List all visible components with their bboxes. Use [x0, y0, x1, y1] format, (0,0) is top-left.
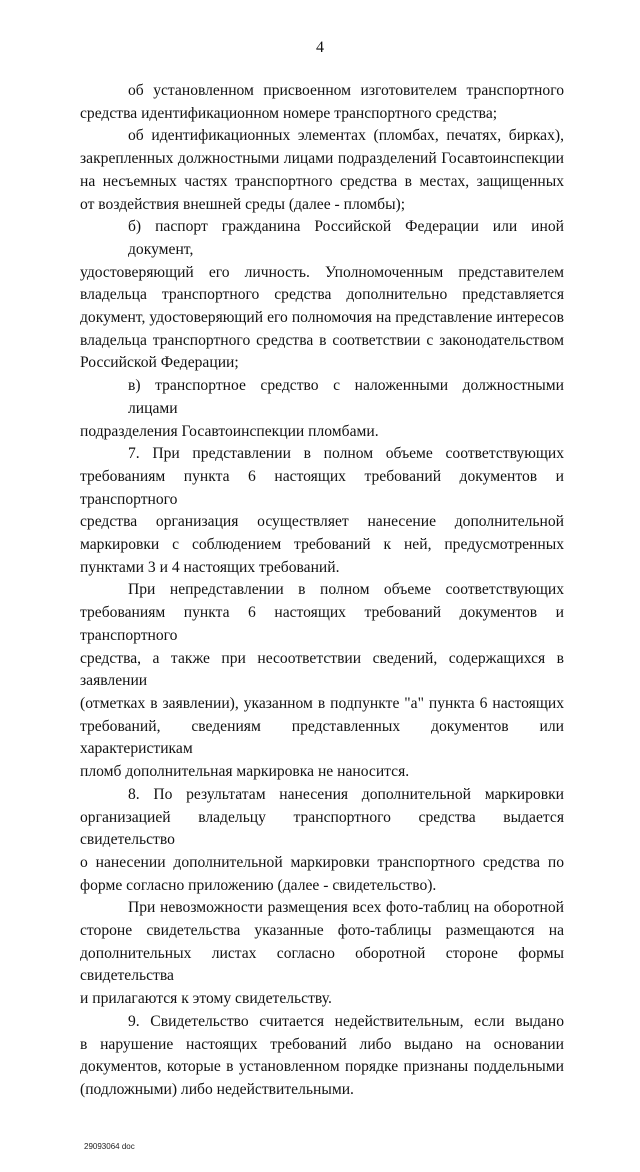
text-line: средства идентификационном номере транспортного средства;: [80, 104, 498, 122]
text-line: закрепленных должностными лицами подразделений Госавтоинспекции: [80, 150, 564, 168]
text-line: удостоверяющий его личность. Уполномоченным представителем: [80, 263, 564, 281]
document-footer-id: 29093064 doc: [84, 1141, 135, 1151]
text-line: об идентификационных элементах (пломбах, печатях, бирках),: [128, 127, 564, 145]
text-line: пломб дополнительная маркировка не наносится.: [80, 763, 410, 781]
text-line: стороне свидетельства указанные фото-таблицы размещаются на: [80, 922, 564, 940]
paragraph: [80, 1011, 564, 1102]
paragraph: [80, 443, 564, 579]
text-line: При непредставлении в полном объеме соответствующих: [128, 581, 564, 599]
text-line: б) паспорт гражданина Российской Федерации или иной документ,: [128, 218, 564, 258]
text-line: При невозможности размещения всех фото-таблиц на оборотной: [128, 899, 564, 917]
text-line: и прилагаются к этому свидетельству.: [80, 990, 332, 1008]
paragraph: [80, 375, 564, 443]
text-line: о нанесении дополнительной маркировки транспортного средства по: [80, 853, 564, 871]
text-line: на несъемных частях транспортного средства в местах, защищенных: [80, 172, 564, 190]
text-line: об установленном присвоенном изготовителем транспортного: [128, 82, 564, 99]
text-line: документ, удостоверяющий его полномочия на представление интересов: [80, 309, 564, 327]
document-body: [80, 0, 564, 1102]
text-line: дополнительных листах согласно оборотной стороне формы свидетельства: [80, 944, 564, 985]
page-number: 4: [316, 39, 324, 56]
text-line: в) транспортное средство с наложенными должностными лицами: [128, 377, 564, 417]
text-line: 8. По результатам нанесения дополнительной маркировки: [128, 785, 564, 803]
text-line: требованиям пункта 6 настоящих требований документов и транспортного: [80, 467, 564, 508]
text-line: требованиям пункта 6 настоящих требований документов и транспортного: [80, 604, 564, 644]
text-line: Российской Федерации;: [80, 354, 239, 372]
text-line: пунктами 3 и 4 настоящих требований.: [80, 558, 340, 576]
paragraph: [80, 80, 564, 125]
text-line: средства организация осуществляет нанесение дополнительной: [80, 513, 564, 531]
text-line: 9. Свидетельство считается недействительным, если выдано: [128, 1012, 564, 1030]
text-line: форме согласно приложению (далее - свидетельство).: [80, 876, 437, 894]
paragraph: [80, 897, 564, 1011]
paragraph: [80, 784, 564, 898]
paragraph: [80, 579, 564, 783]
text-line: организацией владельцу транспортного средства выдается свидетельство: [80, 808, 564, 849]
text-line: (отметках в заявлении), указанном в подпункте "а" пункта 6 настоящих: [80, 694, 564, 712]
text-line: маркировки с соблюдением требований к ней, предусмотренных: [80, 536, 564, 554]
text-line: подразделения Госавтоинспекции пломбами.: [80, 422, 379, 440]
paragraph: [80, 125, 564, 216]
text-line: документов, которые в установленном порядке признаны поддельными: [80, 1058, 564, 1076]
text-line: 7. При представлении в полном объеме соответствующих: [128, 445, 564, 463]
text-line: (подложными) либо недействительными.: [80, 1080, 354, 1098]
text-line: требований, сведениям представленных документов или характеристикам: [80, 717, 564, 758]
text-line: от воздействия внешней среды (далее - пломбы);: [80, 195, 406, 213]
text-line: в нарушение настоящих требований либо выдано на основании: [80, 1035, 564, 1053]
text-line: владельца транспортного средства дополнительно представляется: [80, 286, 564, 304]
text-line: владельца транспортного средства в соответствии с законодательством: [80, 331, 564, 349]
text-line: средства, а также при несоответствии сведений, содержащихся в заявлении: [80, 649, 564, 690]
paragraph: [80, 216, 564, 375]
